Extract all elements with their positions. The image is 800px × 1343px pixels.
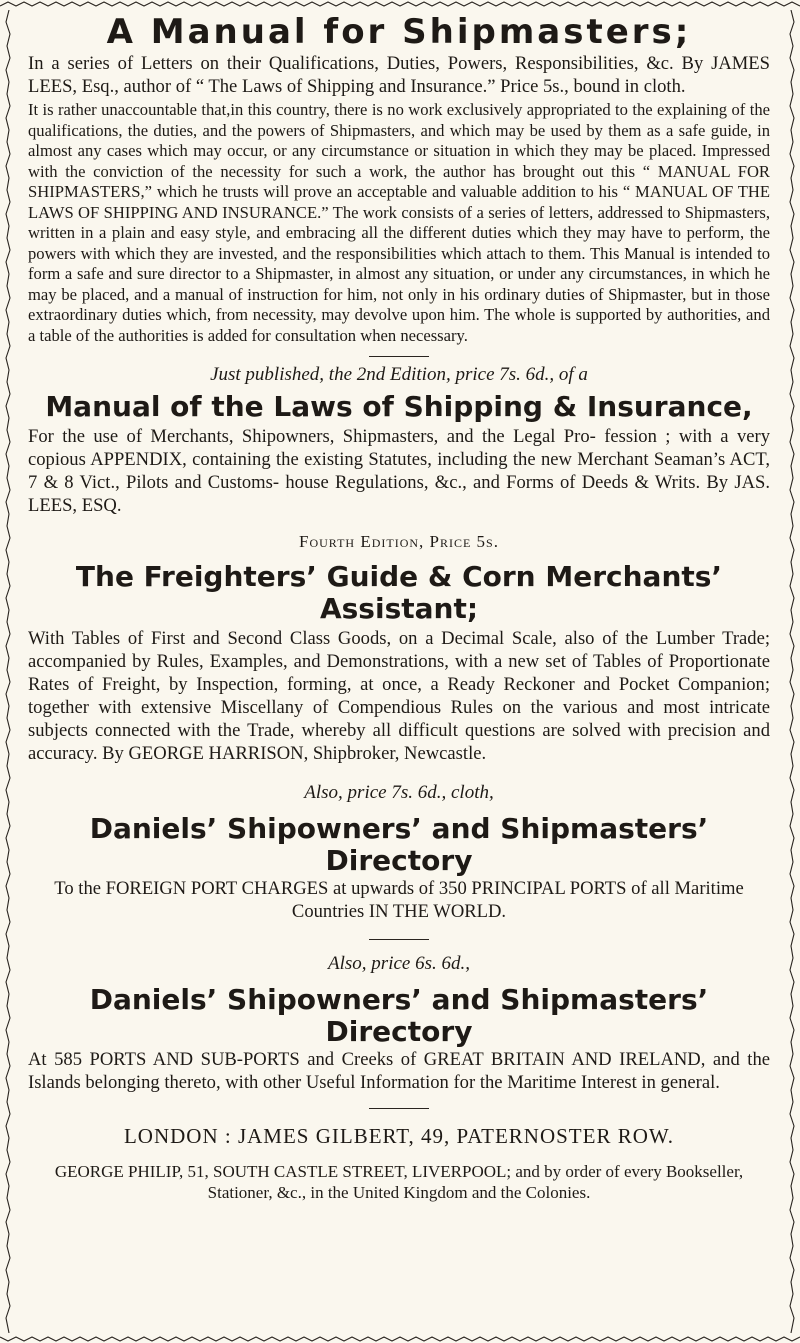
ad-manual-of-laws-of-shipping <box>28 363 770 517</box>
ad2-subtitle: Just published, the 2nd Edition, price 7s. 6d., of a <box>210 364 588 385</box>
ad-daniels-directory-foreign <box>28 781 770 923</box>
ad3-title-line1: The Freighters’ Guide & Corn Merchants’ <box>75 560 723 593</box>
agent-line: GEORGE PHILIP, 51, SOUTH CASTLE STREET, LIVERPOOL; and by order of every Bookseller, Stationer, &c., in the United Kingdom and the Colonies. <box>54 1162 744 1202</box>
left-ornamental-border <box>4 10 14 1333</box>
right-ornamental-border <box>786 10 796 1333</box>
ad1-title: A Manual for Shipmasters; <box>106 12 692 52</box>
ad5-subtitle: Also, price 6s. 6d., <box>328 953 470 974</box>
divider-rule <box>369 939 429 940</box>
ad4-subtitle: Also, price 7s. 6d., cloth, <box>304 782 494 803</box>
ad3-subtitle: Fourth Edition, Price 5s. <box>299 532 499 551</box>
top-ornamental-border <box>0 0 800 10</box>
ad1-intro: In a series of Letters on their Qualifications, Duties, Powers, Responsibilities, &c. By JAMES LEES, Esq., author of “ The Laws of Shipping and Insurance.” Price 5s., bound in cloth. <box>28 53 770 97</box>
advertisement-content <box>28 12 770 1203</box>
ad5-body: At 585 PORTS AND SUB-PORTS and Creeks of GREAT BRITAIN AND IRELAND, and the Islands belonging thereto, with other Useful Information for the Maritime Interest in general. <box>28 1049 770 1093</box>
ad-manual-for-shipmasters <box>28 12 770 346</box>
divider-rule <box>369 1108 429 1109</box>
ad2-body: For the use of Merchants, Shipowners, Shipmasters, and the Legal Pro- fession ; with a very copious APPENDIX, containing the existing Statutes, including the new Merchant Seaman’s ACT, 7 & 8 Vict., Pilots and Customs- house Regulations, &c., and Forms of Deeds & Writs. By JAS. LEES, ESQ. <box>28 426 770 516</box>
ad4-body: To the FOREIGN PORT CHARGES at upwards of 350 PRINCIPAL PORTS of all Maritime Countries IN THE WORLD. <box>54 878 744 922</box>
divider-rule <box>369 356 429 357</box>
ad-daniels-directory-british <box>28 952 770 1094</box>
ad3-body: With Tables of First and Second Class Goods, on a Decimal Scale, also of the Lumber Trade; accompanied by Rules, Examples, and Demonstrations, with a new set of Tables of Proportionate Rates of Freight, by Inspection, forming, at once, a Ready Reckoner and Pocket Companion; together with extensive Miscellany of Compendious Rules on the various and most intricate subjects connected with the Trade, whereby all difficult questions are solved with precision and accuracy. By GEORGE HARRISON, Shipbroker, Newcastle. <box>28 628 770 764</box>
ad1-body: It is rather unaccountable that,in this country, there is no work exclusively appropriated to the explaining of the qualifications, the duties, and the powers of Shipmasters, and which may be used by them as a safe guide, in almost any cases which may occur, or any circumstance or situation in which they may be placed. Impressed with the conviction of the necessity for such a work, the author has brought out this “ MANUAL FOR SHIPMASTERS,” which he trusts will prove an acceptable and valuable addition to his “ MANUAL OF THE LAWS OF SHIPPING AND INSURANCE.” The work consists of a series of letters, addressed to Shipmasters, written in a plain and easy style, and embracing all the different duties which they may have to perform, the powers with which they are invested, and the responsibilities which attach to them. This Manual is intended to form a safe and sure director to a Shipmaster, in almost any situation, or under any circumstances, in which he may be placed, and a manual of instruction for him, not only in his ordinary duties of Shipmaster, but in those extraordinary duties which, from necessity, may devolve upon him. The whole is supported by authorities, and a table of the authorities is added for consultation when necessary. <box>28 100 770 345</box>
publisher-footer <box>28 1123 770 1203</box>
publisher-line: LONDON : JAMES GILBERT, 49, PATERNOSTER ROW. <box>123 1124 675 1148</box>
ad4-title-line1: Daniels’ Shipowners’ and Shipmasters’ <box>89 812 709 845</box>
bottom-ornamental-border <box>0 1333 800 1343</box>
ad5-title-line1: Daniels’ Shipowners’ and Shipmasters’ <box>89 983 709 1016</box>
ad-freighters-guide <box>28 531 770 765</box>
ad3-title-line2: Assistant; <box>319 592 479 625</box>
ad4-title-line2: Directory <box>325 844 473 877</box>
ad2-title: Manual of the Laws of Shipping & Insurance, <box>45 390 753 423</box>
ad5-title-line2: Directory <box>325 1015 473 1048</box>
